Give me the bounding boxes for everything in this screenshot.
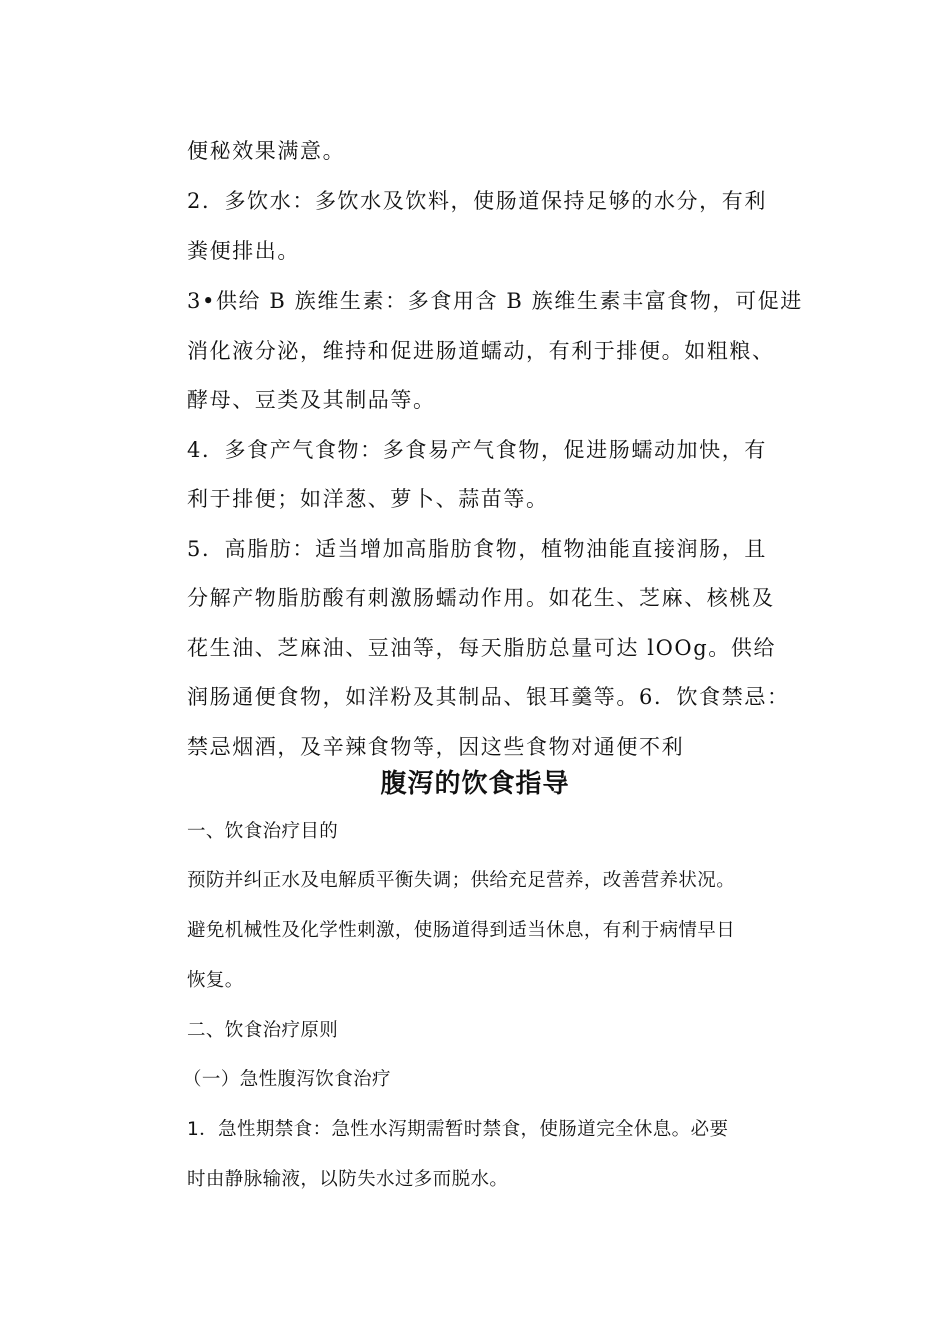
diarrhea-text-line-1: 预防并纠正水及电解质平衡失调；供给充足营养，改善营养状况。 [187, 870, 736, 891]
diarrhea-subheading-acute: （一）急性腹泻饮食治疗 [183, 1069, 391, 1090]
constipation-text-line-9: 5．高脂肪：适当增加高脂肪食物，植物油能直接润肠，且 [187, 537, 767, 561]
diarrhea-text-line-3: 恢复。 [187, 970, 244, 991]
diarrhea-text-line-4: 1．急性期禁食：急性水泻期需暂时禁食，使肠道完全休息。必要 [187, 1119, 729, 1140]
constipation-text-line-3: 粪便排出。 [187, 239, 300, 263]
constipation-text-line-2: 2．多饮水：多饮水及饮料，使肠道保持足够的水分，有利 [187, 189, 767, 213]
constipation-text-line-10: 分解产物脂肪酸有刺激肠蠕动作用。如花生、芝麻、核桃及 [187, 586, 775, 610]
constipation-text-line-4: 3•供给 B 族维生素：多食用含 B 族维生素丰富食物，可促进 [187, 289, 803, 313]
diarrhea-heading-goal: 一、饮食治疗目的 [187, 821, 339, 842]
constipation-text-line-8: 利于排便；如洋葱、萝卜、蒜苗等。 [187, 487, 549, 511]
constipation-text-line-1: 便秘效果满意。 [187, 139, 346, 163]
diarrhea-section-title: 腹泻的饮食指导 [380, 769, 570, 799]
constipation-text-line-6: 酵母、豆类及其制品等。 [187, 388, 436, 412]
diarrhea-heading-principles: 二、饮食治疗原则 [187, 1020, 339, 1041]
constipation-text-line-13: 禁忌烟酒，及辛辣食物等，因这些食物对通便不利 [187, 735, 685, 759]
diarrhea-text-line-2: 避免机械性及化学性刺激，使肠道得到适当休息，有利于病情早日 [187, 920, 736, 941]
constipation-text-line-7: 4．多食产气食物：多食易产气食物，促进肠蠕动加快，有 [187, 438, 767, 462]
constipation-text-line-11: 花生油、芝麻油、豆油等，每天脂肪总量可达 lOOg。供给 [187, 636, 777, 660]
constipation-text-line-12: 润肠通便食物，如洋粉及其制品、银耳羹等。6．饮食禁忌： [187, 685, 790, 709]
diarrhea-text-line-5: 时由静脉输液，以防失水过多而脱水。 [187, 1169, 509, 1190]
constipation-text-line-5: 消化液分泌，维持和促进肠道蠕动，有利于排便。如粗粮、 [187, 339, 775, 363]
